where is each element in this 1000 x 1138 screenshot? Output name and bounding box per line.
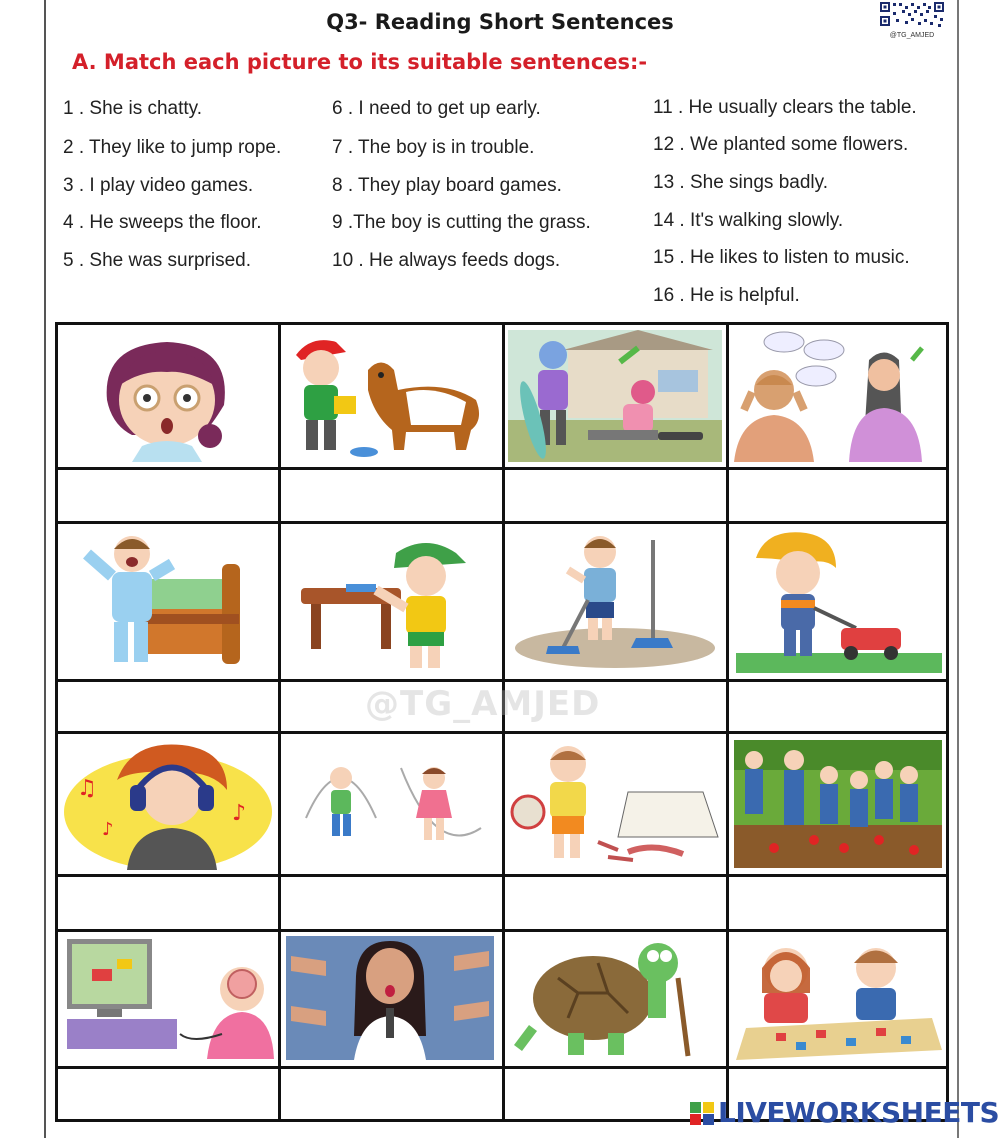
sentence-3: 3 . I play video games. bbox=[63, 175, 254, 196]
sentence-14: 14 . It's walking slowly. bbox=[653, 210, 844, 231]
kids-jump-rope-icon bbox=[286, 748, 496, 870]
boy-waking-up-icon bbox=[62, 524, 274, 674]
chatty-woman-icon bbox=[734, 330, 942, 462]
liveworksheets-icon bbox=[690, 1100, 716, 1126]
bad-singer-icon bbox=[286, 936, 494, 1060]
svg-text:♪: ♪ bbox=[232, 801, 247, 826]
sentence-8: 8 . They play board games. bbox=[332, 175, 562, 196]
svg-text:♫: ♫ bbox=[77, 776, 97, 801]
sentence-15: 15 . He likes to listen to music. bbox=[653, 247, 910, 268]
sentence-7: 7 . The boy is in trouble. bbox=[332, 137, 535, 158]
sentence-6: 6 . I need to get up early. bbox=[332, 98, 541, 119]
brand-text: LIVEWORKSHEETS bbox=[718, 1096, 1000, 1129]
sentence-11: 11 . He usually clears the table. bbox=[653, 97, 917, 118]
sentence-16: 16 . He is helpful. bbox=[653, 285, 800, 306]
sentence-10: 10 . He always feeds dogs. bbox=[332, 250, 561, 271]
page-border-right bbox=[957, 0, 959, 1138]
video-game-icon bbox=[62, 934, 274, 1060]
sentence-2: 2 . They like to jump rope. bbox=[63, 137, 282, 158]
page-title: Q3- Reading Short Sentences bbox=[326, 10, 674, 34]
svg-text:♪: ♪ bbox=[102, 819, 114, 840]
boy-in-trouble-icon bbox=[508, 742, 722, 870]
slow-turtle-icon bbox=[508, 938, 720, 1060]
boy-mowing-icon bbox=[736, 528, 942, 673]
surprised-girl-icon bbox=[62, 330, 274, 462]
boy-clearing-table-icon bbox=[286, 528, 496, 673]
sentence-9: 9 .The boy is cutting the grass. bbox=[332, 212, 591, 233]
helpful-skater-icon bbox=[508, 330, 722, 462]
sentence-13: 13 . She sings badly. bbox=[653, 172, 828, 193]
sentence-12: 12 . We planted some flowers. bbox=[653, 134, 909, 155]
kids-planting-flowers-icon bbox=[734, 740, 942, 868]
boy-sweeping-icon bbox=[508, 530, 722, 672]
sentence-1: 1 . She is chatty. bbox=[63, 98, 203, 119]
qr-label: @TG_AMJED bbox=[889, 32, 935, 39]
boy-feeding-dog-icon bbox=[286, 330, 496, 462]
watermark: @TG_AMJED bbox=[365, 684, 601, 724]
page-border-left bbox=[44, 0, 46, 1138]
instruction-heading: A. Match each picture to its suitable sentences:- bbox=[72, 50, 648, 74]
sentence-5: 5 . She was surprised. bbox=[63, 250, 251, 271]
qr-code-icon bbox=[878, 0, 946, 28]
kids-board-game-icon bbox=[736, 938, 942, 1060]
boy-listening-music-icon bbox=[62, 740, 274, 870]
brand-logo bbox=[690, 1096, 999, 1129]
sentence-4: 4 . He sweeps the floor. bbox=[63, 212, 262, 233]
